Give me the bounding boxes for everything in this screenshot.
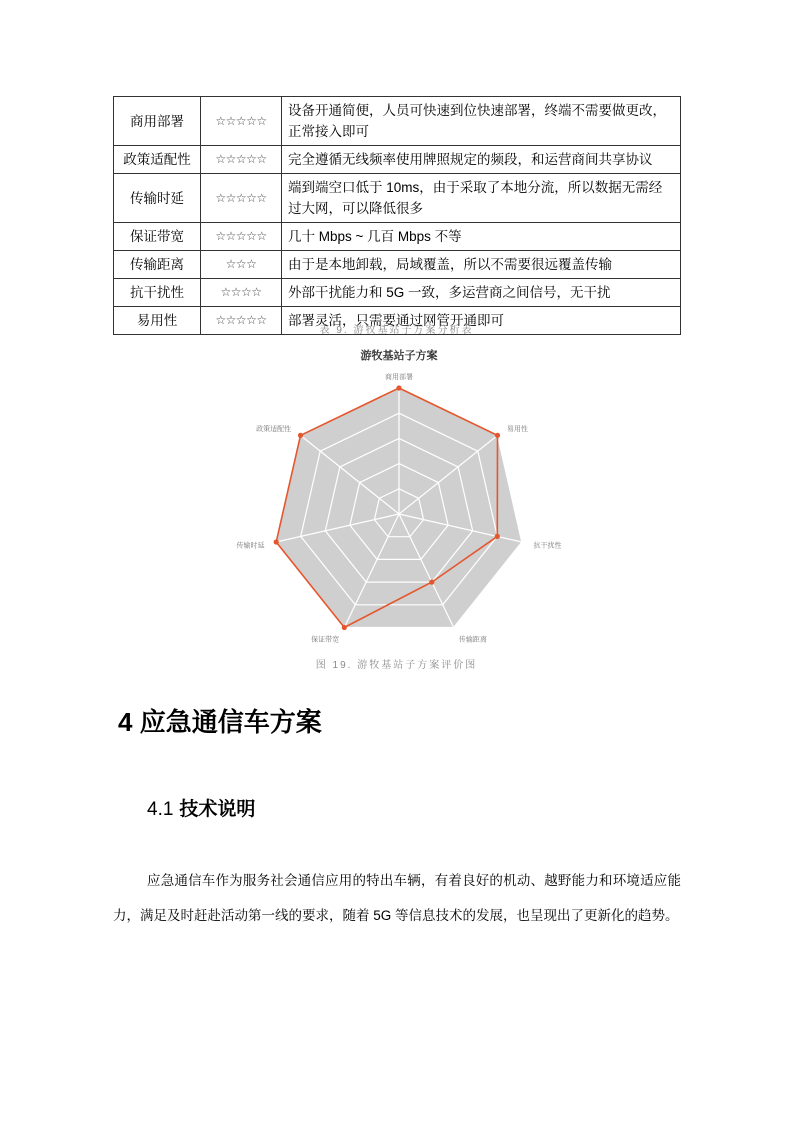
data-point	[495, 433, 500, 438]
description-cell: 由于是本地卸载，局域覆盖，所以不需要很远覆盖传输	[282, 251, 681, 279]
description-cell: 端到端空口低于 10ms，由于采取了本地分流，所以数据无需经过大网，可以降低很多	[282, 174, 681, 223]
table-row	[114, 223, 681, 251]
description-cell: 设备开通简便，人员可快速到位快速部署，终端不需要做更改，正常接入即可	[282, 97, 681, 146]
axis-label: 抗干扰性	[533, 541, 562, 550]
criterion-cell: 传输距离	[114, 251, 201, 279]
rating-cell: ☆☆☆☆☆	[201, 223, 282, 251]
figure-caption: 图 19. 游牧基站子方案评价图	[315, 660, 478, 671]
rating-cell: ☆☆☆☆☆	[201, 146, 282, 174]
description-cell: 外部干扰能力和 5G 一致，多运营商之间信号，无干扰	[282, 279, 681, 307]
criterion-cell: 抗干扰性	[114, 279, 201, 307]
chapter-number: 4	[118, 707, 133, 737]
criterion-cell: 商用部署	[114, 97, 201, 146]
analysis-table	[113, 96, 681, 335]
chart-title: 游牧基站子方案	[360, 350, 438, 362]
table-row	[114, 174, 681, 223]
axis-label: 保证带宽	[311, 635, 340, 644]
data-point	[342, 625, 347, 630]
criterion-cell: 保证带宽	[114, 223, 201, 251]
section-number: 4.1	[147, 799, 174, 820]
description-cell: 完全遵循无线频率使用牌照规定的频段，和运营商间共享协议	[282, 146, 681, 174]
data-point	[298, 433, 303, 438]
body-paragraph: 应急通信车作为服务社会通信应用的特出车辆，有着良好的机动、越野能力和环境适应能力，满足及时赶赴活动第一线的要求，随着 5G 等信息技术的发展，也呈现出了更新化的趋势。	[113, 873, 681, 923]
table-row	[114, 146, 681, 174]
axis-label: 易用性	[506, 425, 528, 433]
criterion-cell: 传输时延	[114, 174, 201, 223]
data-point	[274, 539, 279, 544]
rating-cell: ☆☆☆	[201, 251, 282, 279]
axis-label: 传输时延	[236, 541, 265, 550]
criterion-cell: 政策适配性	[114, 146, 201, 174]
axis-label: 商用部署	[385, 373, 413, 381]
chapter-heading	[118, 704, 322, 740]
axis-label: 政策适配性	[256, 425, 292, 433]
description-cell: 几十 Mbps ~ 几百 Mbps 不等	[282, 223, 681, 251]
data-point	[396, 385, 401, 390]
table-row	[114, 279, 681, 307]
description-cell: 部署灵活，只需要通过网管开通即可	[282, 307, 681, 335]
rating-cell: ☆☆☆☆	[201, 279, 282, 307]
criterion-cell: 易用性	[114, 307, 201, 335]
table-row	[114, 97, 681, 146]
rating-cell: ☆☆☆☆☆	[201, 174, 282, 223]
chapter-title: 应急通信车方案	[139, 707, 322, 737]
radar-chart	[213, 342, 583, 654]
data-point	[495, 534, 500, 539]
section-title: 技术说明	[179, 799, 256, 820]
data-point	[429, 580, 434, 585]
table-row	[114, 251, 681, 279]
table-caption: 表 9. 游牧基站子方案分析表	[319, 325, 474, 336]
axis-label: 传输距离	[458, 635, 487, 644]
rating-cell: ☆☆☆☆☆	[201, 307, 282, 335]
section-heading	[147, 795, 255, 825]
rating-cell: ☆☆☆☆☆	[201, 97, 282, 146]
